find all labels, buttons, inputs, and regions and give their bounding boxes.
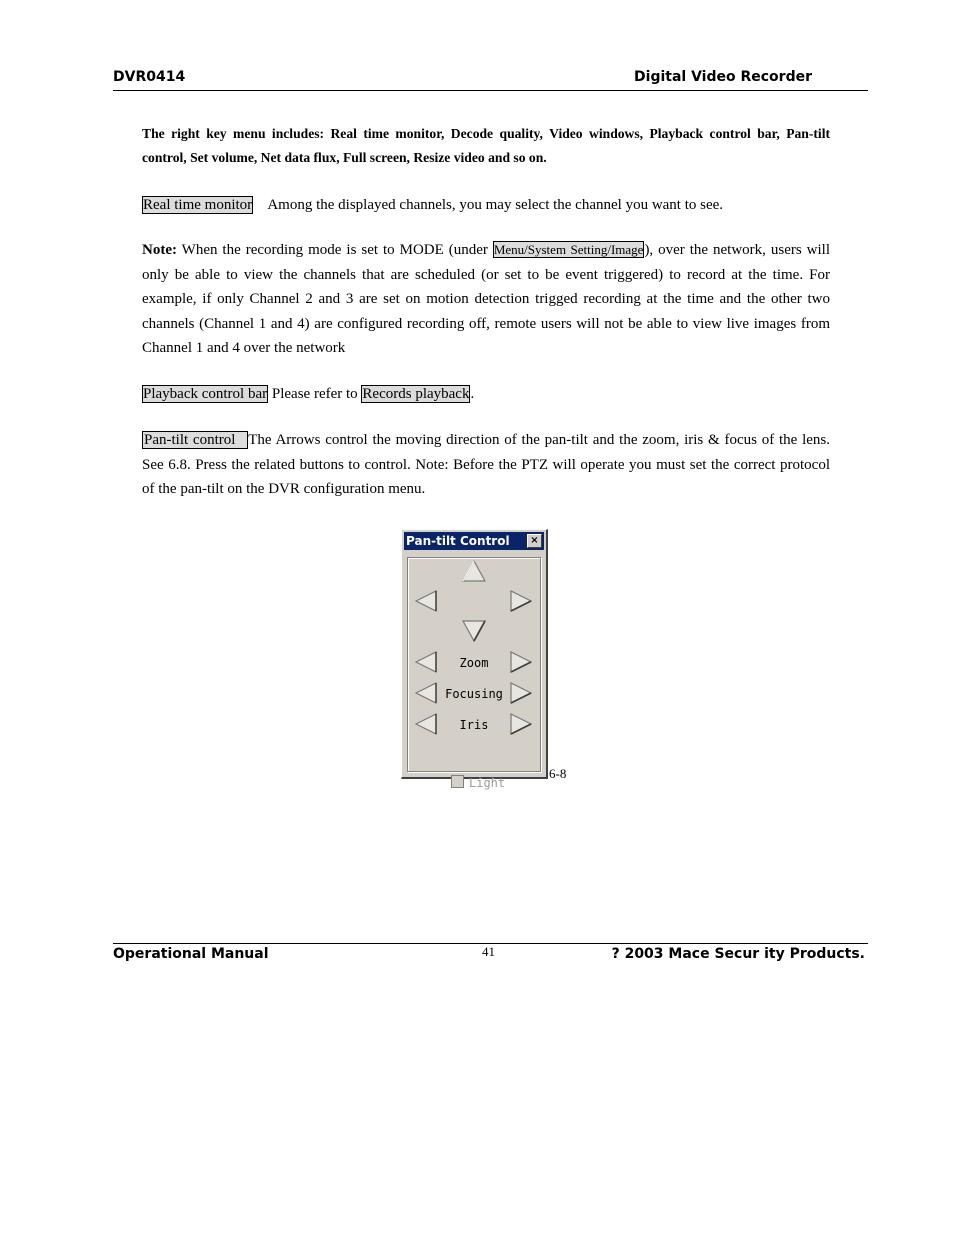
realtime-text: Among the displayed channels, you may select the channel you want to see. (267, 197, 724, 213)
tilt-down-icon[interactable] (462, 619, 486, 643)
page-number: 41 (482, 944, 495, 959)
footer-manual: Operational Manual (113, 946, 269, 962)
pan-tilt-dialog (401, 529, 548, 790)
iris-open-icon[interactable] (509, 712, 533, 736)
realtime-label: Real time monitor (143, 197, 253, 213)
dialog-title: Pan-tilt Control (406, 534, 510, 548)
figure-caption: 6-8 (549, 766, 567, 781)
checkbox-icon (451, 775, 464, 788)
header-title: Digital Video Recorder (634, 69, 812, 85)
focus-far-icon[interactable] (509, 681, 533, 705)
note-after: ), over the network, users will only be able to view the channels that are scheduled (or set to be event triggered) to record at the time. For example, if only Channel 2 and 3 are set on motion detection trigged recording at the time and the other two channels (Channel 1 and 4) are configured recording off, remote users will not be able to view live images from Channel 1 and 4 over the network (142, 242, 830, 356)
pantilt-text: The Arrows control the moving direction of the pan-tilt and the zoom, iris & focus of the lens. See 6.8. Press the related buttons to control. Note: Before the PTZ will operate you must set the correct protocol of the pan-tilt on the DVR configuration menu. (142, 432, 830, 497)
light-checkbox[interactable] (451, 775, 505, 790)
note-before: When the recording mode is set to MODE (under (176, 242, 493, 258)
records-playback-ref: Records playback (362, 386, 470, 402)
iris-label: Iris (459, 718, 489, 732)
pantilt-label: Pan-tilt control (142, 431, 248, 449)
pantilt-paragraph (142, 428, 830, 502)
zoom-in-icon[interactable] (509, 650, 533, 674)
playback-text: Please refer to (268, 386, 362, 402)
note-paragraph (142, 238, 830, 361)
light-label: Light (469, 776, 506, 790)
playback-label: Playback control bar (143, 386, 268, 402)
note-prefix: Note: (142, 242, 177, 258)
page-header (113, 68, 868, 91)
header-model: DVR0414 (113, 69, 186, 85)
zoom-label: Zoom (459, 656, 489, 670)
page-footer (113, 943, 868, 962)
note-menu-path: Menu/System Setting/Image (493, 242, 644, 257)
pan-left-icon[interactable] (414, 589, 438, 613)
tilt-up-icon[interactable] (462, 559, 486, 583)
close-button[interactable]: × (527, 534, 542, 548)
pan-right-icon[interactable] (509, 589, 533, 613)
control-panel (407, 557, 541, 790)
playback-paragraph (142, 382, 830, 407)
intro-paragraph: The right key menu includes: Real time monitor, Decode quality, Video windows, Playback control bar, Pan-tilt control, Set volume, Net data flux, Full screen, Resize video and so on. (142, 126, 830, 165)
zoom-out-icon[interactable] (414, 650, 438, 674)
focusing-label: Focusing (445, 687, 503, 701)
dialog-titlebar (404, 532, 544, 550)
iris-close-icon[interactable] (414, 712, 438, 736)
focus-near-icon[interactable] (414, 681, 438, 705)
realtime-paragraph (142, 193, 830, 218)
playback-end: . (470, 386, 475, 402)
footer-copyright: ? 2003 Mace Secur ity Products. (611, 946, 865, 962)
